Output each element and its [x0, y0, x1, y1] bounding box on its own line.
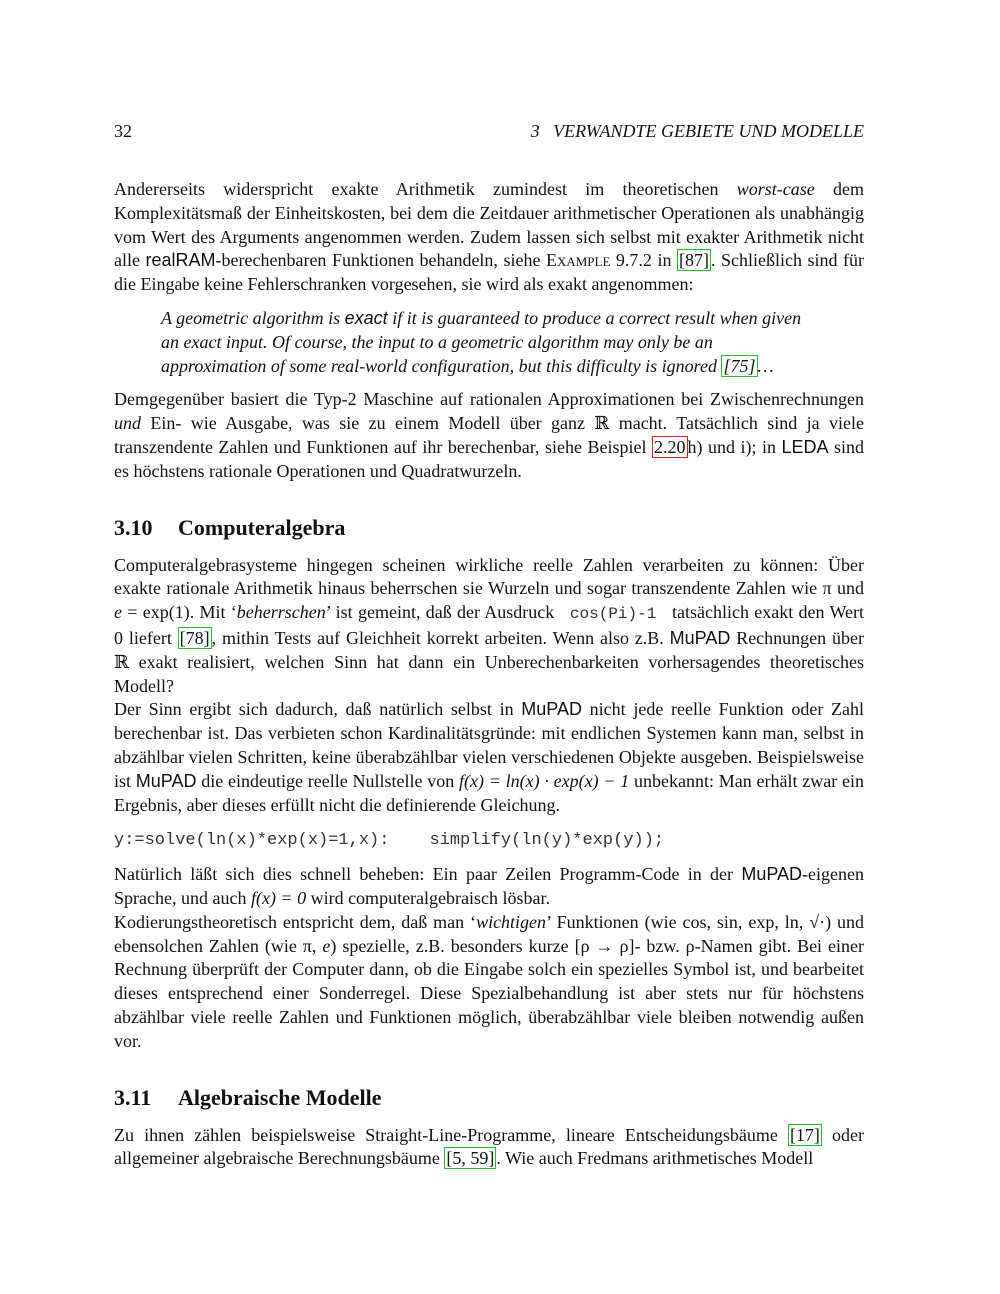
text: ’ ist gemeint, daß der Ausdruck: [325, 602, 560, 623]
citation-link[interactable]: [17]: [789, 1124, 820, 1145]
text: die eindeutige reelle Nullstelle von: [196, 770, 459, 791]
text: Demgegenüber basiert die Typ-2 Maschine auf rationalen Approximationen bei Zwischenrechnungen: [114, 389, 864, 410]
text: dem Komplexitätsmaß der Einheitskosten, bei dem die Zeitdauer arithmetischer Operationen als unabhängig vom Wert des Arguments angenommen werden. Zudem lassen sich selbst mit exakter Arithmetik nicht alle: [114, 179, 864, 271]
text: unbekannt: Man erhält zwar ein Ergebnis, aber dieses erfüllt nicht die definierende Gleichung.: [114, 770, 864, 815]
citation-link[interactable]: [75]: [723, 355, 756, 376]
text: nicht jede reelle Funktion oder Zahl berechenbar ist. Das verbieten schon Kardinalitätsgründe: mit endlichen Systemen kann man, selbst in abzählbar vielen Schritten, keine überabzählbar vielen verschiedenen Objekte ausgeben. Beispielsweise ist: [114, 699, 865, 791]
emphasis: e: [114, 602, 122, 623]
text: ’ Funktionen (wie cos, sin, exp, ln, √·) und ebensolchen Zahlen (wie π,: [114, 911, 864, 956]
section-title: Algebraische Modelle: [178, 1084, 382, 1110]
section-number: 3.11: [114, 1084, 152, 1110]
text: -berechenbaren Funktionen behandeln, siehe: [215, 250, 546, 271]
text: h) und i); in: [687, 436, 782, 457]
paragraph: [114, 863, 864, 911]
emphasis: wichtigen: [476, 911, 547, 932]
text: Andererseits widerspricht exakte Arithmetik zumindest im theoretischen: [114, 179, 737, 199]
text: oder allgemeiner algebraische Berechnungsbäume: [114, 1124, 865, 1169]
inline-code: cos(Pi)-1: [559, 605, 667, 624]
sans-term: exact: [344, 307, 388, 328]
paragraph: [114, 388, 864, 483]
text: Kodierungstheoretisch entspricht dem, daß man ‘: [114, 911, 477, 932]
text: tatsächlich exakt den Wert 0 liefert: [114, 602, 864, 648]
text: . Schließlich sind für die Eingabe keine Fehlerschranken vorgesehen, sie wird als exakt angenommen:: [114, 250, 864, 295]
text: wird computeralgebraisch lösbar.: [306, 887, 551, 908]
text: = exp(1). Mit ‘: [122, 602, 237, 623]
emphasis: e: [322, 935, 331, 956]
code-statement: simplify(ln(y)*exp(y));: [429, 831, 665, 851]
page-number: 32: [114, 121, 132, 141]
citation-link[interactable]: [5, 59]: [446, 1148, 495, 1169]
emphasis: beherrschen: [236, 602, 326, 623]
sans-term: realRAM: [145, 250, 216, 271]
citation-link[interactable]: [87]: [678, 250, 709, 271]
sans-term: MuPAD: [669, 627, 731, 648]
paragraph: [114, 698, 864, 817]
section-number: 3.10: [114, 514, 153, 540]
cross-reference-link[interactable]: 2.20: [654, 436, 686, 457]
sans-term: MuPAD: [521, 699, 582, 720]
block-quote: [161, 307, 816, 378]
text: Der Sinn ergibt sich dadurch, daß natürlich selbst in: [114, 699, 522, 720]
paragraph: [114, 1124, 864, 1172]
code-statement: y:=solve(ln(x)*exp(x)=1,x):: [114, 831, 390, 851]
text: Zu ihnen zählen beispielsweise Straight-Line-Programme, lineare Entscheidungsbäume: [114, 1124, 788, 1145]
page-body: [114, 178, 864, 1171]
smallcaps-term: Example: [545, 250, 611, 271]
text: if it is guaranteed to produce a correct result when given an exact input. Of course, the input to a geometric algorithm may only be an approximation of some real-world configuration, but this difficulty is ignored: [161, 307, 802, 376]
text: Computeralgebrasysteme hingegen scheinen wirkliche reelle Zahlen verarbeiten zu können: Über exakte rationale Arithmetik hinaus beherrschen sie Wurzeln und sogar transzendente Zahlen wie π und: [114, 554, 864, 599]
section-heading: [114, 1084, 864, 1112]
emphasis: und: [114, 413, 141, 434]
math-expression: f(x) = 0: [250, 887, 307, 908]
sans-term: LEDA: [781, 436, 829, 457]
text: Ein- wie Ausgabe, was sie zu einem Modell über ganz ℝ macht. Tatsächlich sind ja viele transzendente Zahlen und Funktionen auf ihr berechenbar, siehe Beispiel: [114, 413, 864, 457]
text: 9.7.2 in: [610, 250, 677, 271]
text: Natürlich läßt sich dies schnell beheben: Ein paar Zeilen Programm-Code in der: [114, 864, 742, 885]
text: . Wie auch Fredmans arithmetisches Modell: [496, 1148, 814, 1169]
text: sind es höchstens rationale Operationen und Quadratwurzeln.: [114, 436, 864, 481]
citation-link[interactable]: [78]: [179, 627, 210, 648]
text: …: [757, 355, 774, 376]
text: Rechnungen über ℝ exakt realisiert, welchen Sinn hat dann ein Unberechenbarkeiten vorhersagendes theoretisches Modell?: [114, 627, 864, 696]
sans-term: MuPAD: [135, 770, 197, 791]
paragraph: [114, 911, 864, 1054]
text: -eigenen Sprache, und auch: [114, 864, 864, 908]
paragraph: [114, 178, 864, 297]
sans-term: MuPAD: [741, 864, 803, 885]
text: , mithin Tests auf Gleichheit korrekt arbeiten. Wenn also z.B.: [211, 627, 670, 648]
section-title: Computeralgebra: [178, 514, 346, 540]
math-expression: f(x) = ln(x) · exp(x) − 1: [458, 770, 630, 791]
text: A geometric algorithm is: [161, 307, 345, 328]
text: ) spezielle, z.B. besonders kurze [ρ → ρ]- bzw. ρ-Namen gibt. Bei einer Rechnung überprüft der Computer dann, ob die Eingabe solch ein spezielles Symbol ist, und bearbeitet dieses entsprechend einer Sonderregel. Diese Spezialbehandlung ist aber stets nur für höchstens abzählbar viele reelle Zahlen und Funktionen möglich, überabzählbar viele bleiben notwendig außen vor.: [114, 935, 864, 1051]
section-heading: [114, 514, 864, 542]
paragraph: [114, 554, 864, 699]
code-block: [114, 829, 864, 853]
emphasis: worst-case: [736, 179, 815, 199]
running-title: 3 VERWANDTE GEBIETE UND MODELLE: [530, 121, 864, 141]
